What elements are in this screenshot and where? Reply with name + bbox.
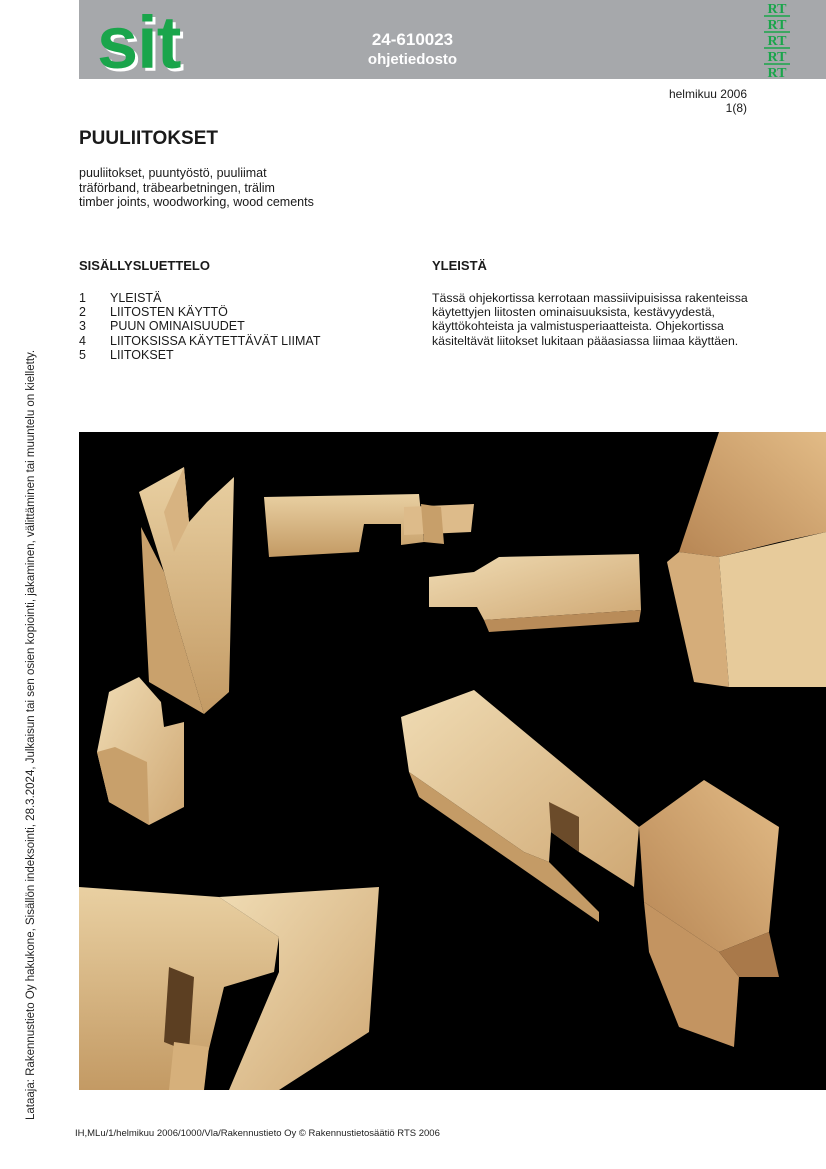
- rt-mark-text-3: RT: [767, 34, 787, 49]
- keywords-swedish: träförband, träbearbetningen, trälim: [79, 180, 275, 195]
- general-heading: YLEISTÄ: [432, 258, 487, 273]
- toc-heading: SISÄLLYSLUETTELO: [79, 258, 210, 273]
- toc-item: [79, 348, 320, 362]
- toc-item-label: LIITOKSET: [110, 347, 174, 362]
- toc-item-label: LIITOKSISSA KÄYTETTÄVÄT LIIMAT: [110, 333, 321, 348]
- wood-joints-photo: [79, 432, 826, 1090]
- general-paragraph: Tässä ohjekortissa kerrotaan massiivipuisissa rakenteissa käytettyjen liitosten ominaisuuksista, kestävyydestä, käyttökohteista ja valmistusperiaatteista. Ohjekortissa käsiteltävät liitokset lukitaan pääasiassa liimaa käyttäen.: [432, 291, 748, 348]
- page-number: 1(8): [725, 101, 747, 115]
- rt-mark-text-2: RT: [767, 18, 787, 33]
- keywords-finnish: puuliitokset, puuntyöstö, puuliimat: [79, 166, 267, 180]
- toc-item: [79, 291, 320, 305]
- toc-item: [79, 334, 320, 348]
- rt-mark-text-1: RT: [767, 2, 787, 17]
- keywords-english: timber joints, woodworking, wood cements: [79, 195, 314, 209]
- rt-logo-mark: [762, 0, 792, 79]
- toc-item-number: 3: [79, 319, 86, 334]
- toc-item-label: PUUN OMINAISUUDET: [110, 319, 245, 334]
- rt-mark-text-5: RT: [767, 66, 787, 79]
- toc-item-number: 2: [79, 305, 86, 320]
- upright-post-joint: [139, 467, 234, 714]
- wood-joints-illustration: [79, 432, 826, 1090]
- toc-item-label: YLEISTÄ: [110, 291, 162, 305]
- document-title: PUULIITOKSET: [79, 128, 218, 149]
- sit-logo: sit: [97, 1, 181, 84]
- download-notice: Lataaja: Rakennustieto Oy hakukone, Sisällön indeksointi, 28.3.2024, Julkaisun tai sen osien kopiointi, jakaminen, välittäminen tai muuntelu on kielletty.: [25, 349, 37, 1120]
- toc-item: [79, 319, 320, 333]
- document-type: ohjetiedosto: [367, 51, 458, 68]
- toc-item: [79, 305, 320, 319]
- toc-item-number: 1: [79, 291, 86, 305]
- table-of-contents: [79, 291, 320, 362]
- keywords: [79, 166, 314, 210]
- publication-date: helmikuu 2006: [668, 87, 747, 101]
- toc-item-number: 5: [79, 347, 86, 362]
- toc-item-number: 4: [79, 333, 86, 348]
- document-number: 24-610023: [371, 30, 454, 49]
- rt-mark-text-4: RT: [767, 50, 787, 65]
- footer-credits: IH,MLu/1/helmikuu 2006/1000/Vla/Rakennustieto Oy © Rakennustietosäätiö RTS 2006: [75, 1128, 440, 1139]
- toc-item-label: LIITOSTEN KÄYTTÖ: [110, 305, 228, 320]
